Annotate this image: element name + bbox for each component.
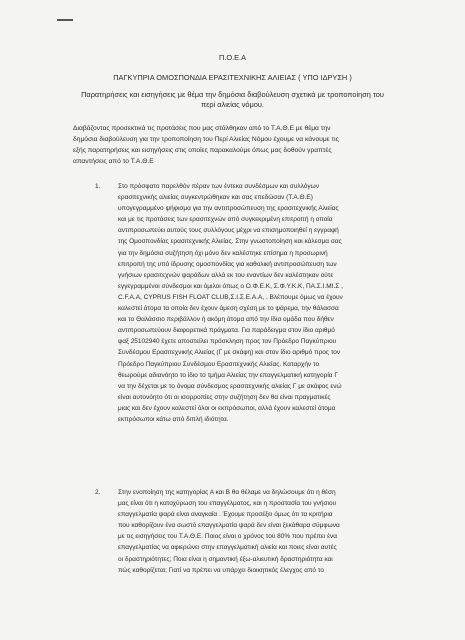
item-line: επιτροπή της υπό ίδρυσης ομοσπονδίας για καθολική αντιπροσώπευση των [118,260,337,268]
item-line: που καθορίζουν ένα σωστό επαγγελματία ψαρά δεν είναι ξεκάθαρα σύμφωνα [118,522,340,530]
item-line: γνήσιων ερασιτεχνών ψαράδων αλλά εκ του εναντίων δεν καλέστηκαν ούτε [118,271,334,279]
item-line: και το Θαλάσσιο περιβάλλον ή ακόμη άτομα από την ίδια ομάδα που δήθεν [118,316,334,324]
item-line: επαγγελματίας να αφιερώνει στην επαγγελματική αλιεία και ποιες είναι αυτές [118,544,337,552]
intro-line: εξής παρατηρήσεις και εισηγήσεις στις οποίες παρακαλούμε όπως μας δοθούν γραπτές [73,147,332,154]
org-acronym: Π.Ο.Ε.Α [218,53,247,62]
intro-line: απαντήσεις από το Τ.Α.Θ.Ε [73,158,154,165]
subject-line: περί αλιείας νόμου. [201,100,264,109]
subject-line: Παρατηρήσεις και εισηγήσεις με θέμα την δημόσια διαβούλευση σχετικά με τροποποίηση του [81,90,384,99]
intro-paragraph [73,123,420,167]
item-line: φαξ 25102940 έχετε αποστείλει πρόσκληση προς τον Πρόεδρο Παγκύπριου [118,338,337,346]
item-line: με τις εισηγήσεις του Τ.Α.Θ.Ε. Ποιος είναι ο χρόνος του 80% που πρέπει ένα [118,533,337,541]
numbered-item-2 [95,487,423,576]
scan-mark [57,19,73,21]
item-body [118,487,423,576]
numbered-item-1 [95,181,423,425]
item-number: 2. [95,489,101,496]
item-line: είναι αυτονόητο ότι οι ισορροπίες στην συζήτηση δεν θα είναι πραγματικές [118,393,331,401]
item-line: επαγγελματία ψαρά είναι αναγκαία . Έχουμε προσέξει όμως ότι τα κριτήρια [118,511,333,519]
intro-line: δημόσια διαβούλευση για την τροποποίηση του Περί Αλιείας Νόμου έχουμε να κάνουμε τις [73,136,339,143]
item-line: C.F.A.A, CYPRUS FISH FLOAT CLUB,Σ.Ι.Σ.Ε.Α.Α, . Βλέπουμε όμως να έχουν [118,293,343,301]
item-line: και με τις προτάσεις των ερασιτεχνών από συγκεκριμένη επιτροπή η οποία [118,216,333,224]
item-number: 1. [95,183,101,190]
item-line: καλεστεί άτομα τα οποία δεν έχουν άμεση σχέση με το ψάρεμα, την θάλασσα [118,305,339,313]
item-line: Πρόεδρο Παγκύπριου Συνδέσμου Ερασιτεχνικής Αλιείας. Καταρχήν το [118,360,320,368]
item-line: αντιπροσωπεύει αυτούς τους συλλόγους μέχρι να επισημοποιηθεί η εγγραφή [118,227,339,235]
item-line: εγγεγραμμένοι σύνδεσμοι και όμιλοι όπως ο Ο.Φ.Ε.Κ, Σ.Φ.Υ.Κ.Κ, ΠΑ.Σ.Ι.ΜΙ.Σ , [118,282,343,290]
item-line: πώς καθορίζεται; Γιατί να πρέπει να υπάρχει διοικητικός έλεγχος από το [118,566,324,574]
item-line: εκπρόσωποι κάτω από διπλή ιδιότητα. [118,415,229,423]
item-line: οι δραστηριότητες; Ποια είναι η σημαντική έξω-αλιευτική δραστηριότητα και [118,555,333,563]
item-line: μιας και δεν έχουν καλεστεί όλοι οι εκπρόσωποι, αλλά έχουν καλεστεί άτομα [118,404,336,412]
item-line: Συνδέσμου Ερασιτεχνικής Αλιείας (Γ με σκάφη) και στον ίδιο αριθμό προς τον [118,349,341,357]
item-body [118,181,423,425]
org-full-name: ΠΑΓΚΥΠΡΙΑ ΟΜΟΣΠΟΝΔΙΑ ΕΡΑΣΙΤΕΧΝΙΚΗΣ ΑΛΙΕΙΑΣ ( ΥΠΟ ΙΔΡΥΣΗ ) [113,73,352,82]
item-line: της Ομοσπονδίας ερασιτεχνικής Αλιείας. Στην γνωστοποίηση και κάλεσμα σας [118,238,342,246]
item-line: για την δημόσια συζήτηση όχι μόνο δεν καλέστηκε επίσημα η προσωρινή [118,249,328,257]
item-line: αντιπροσωπεύουν διαφορετικά πράγματα. Για παράδειγμα στον ίδιο αριθμό [118,327,335,335]
document-subject [40,90,425,110]
item-line: θεωρούμε αδιανόητο το ίδιο το τμήμα Αλιείας την επαγγελματική κατηγορία Γ [118,371,338,379]
item-line: Στο πρόσφατο παρελθόν πέραν των έντεκα συνδέσμων και συλλόγων [118,183,319,190]
item-line: μας είναι ότι η κατοχύρωση του επαγγέλματος, και η προστασία του γνήσιου [118,500,337,508]
item-line: Στην ενοποίηση της κατηγορίας Α και Β θα θέλαμε να δηλώσουμε ότι η θέση [118,489,336,496]
item-line: ερασιτεχνικής αλιείας συγκεντρώθηκαν και σας επεδώσαν (Τ.Α.Θ.Ε) [118,194,313,202]
intro-line: Διαβάζοντας προσεκτικά τις προτάσεις που μας στάλθηκαν από το Τ.Α.Θ.Ε με θέμα την [73,125,331,132]
item-line: να την δέχεται με το όνομα σύνδεσμος ερασιτεχνικής αλιείας Γ με σκάφος ενώ [118,382,342,390]
item-line: υπογεγραμμένο ψήφισμα για την αντιπροσώπευση της ερασιτεχνικής Αλιείας [118,205,339,213]
